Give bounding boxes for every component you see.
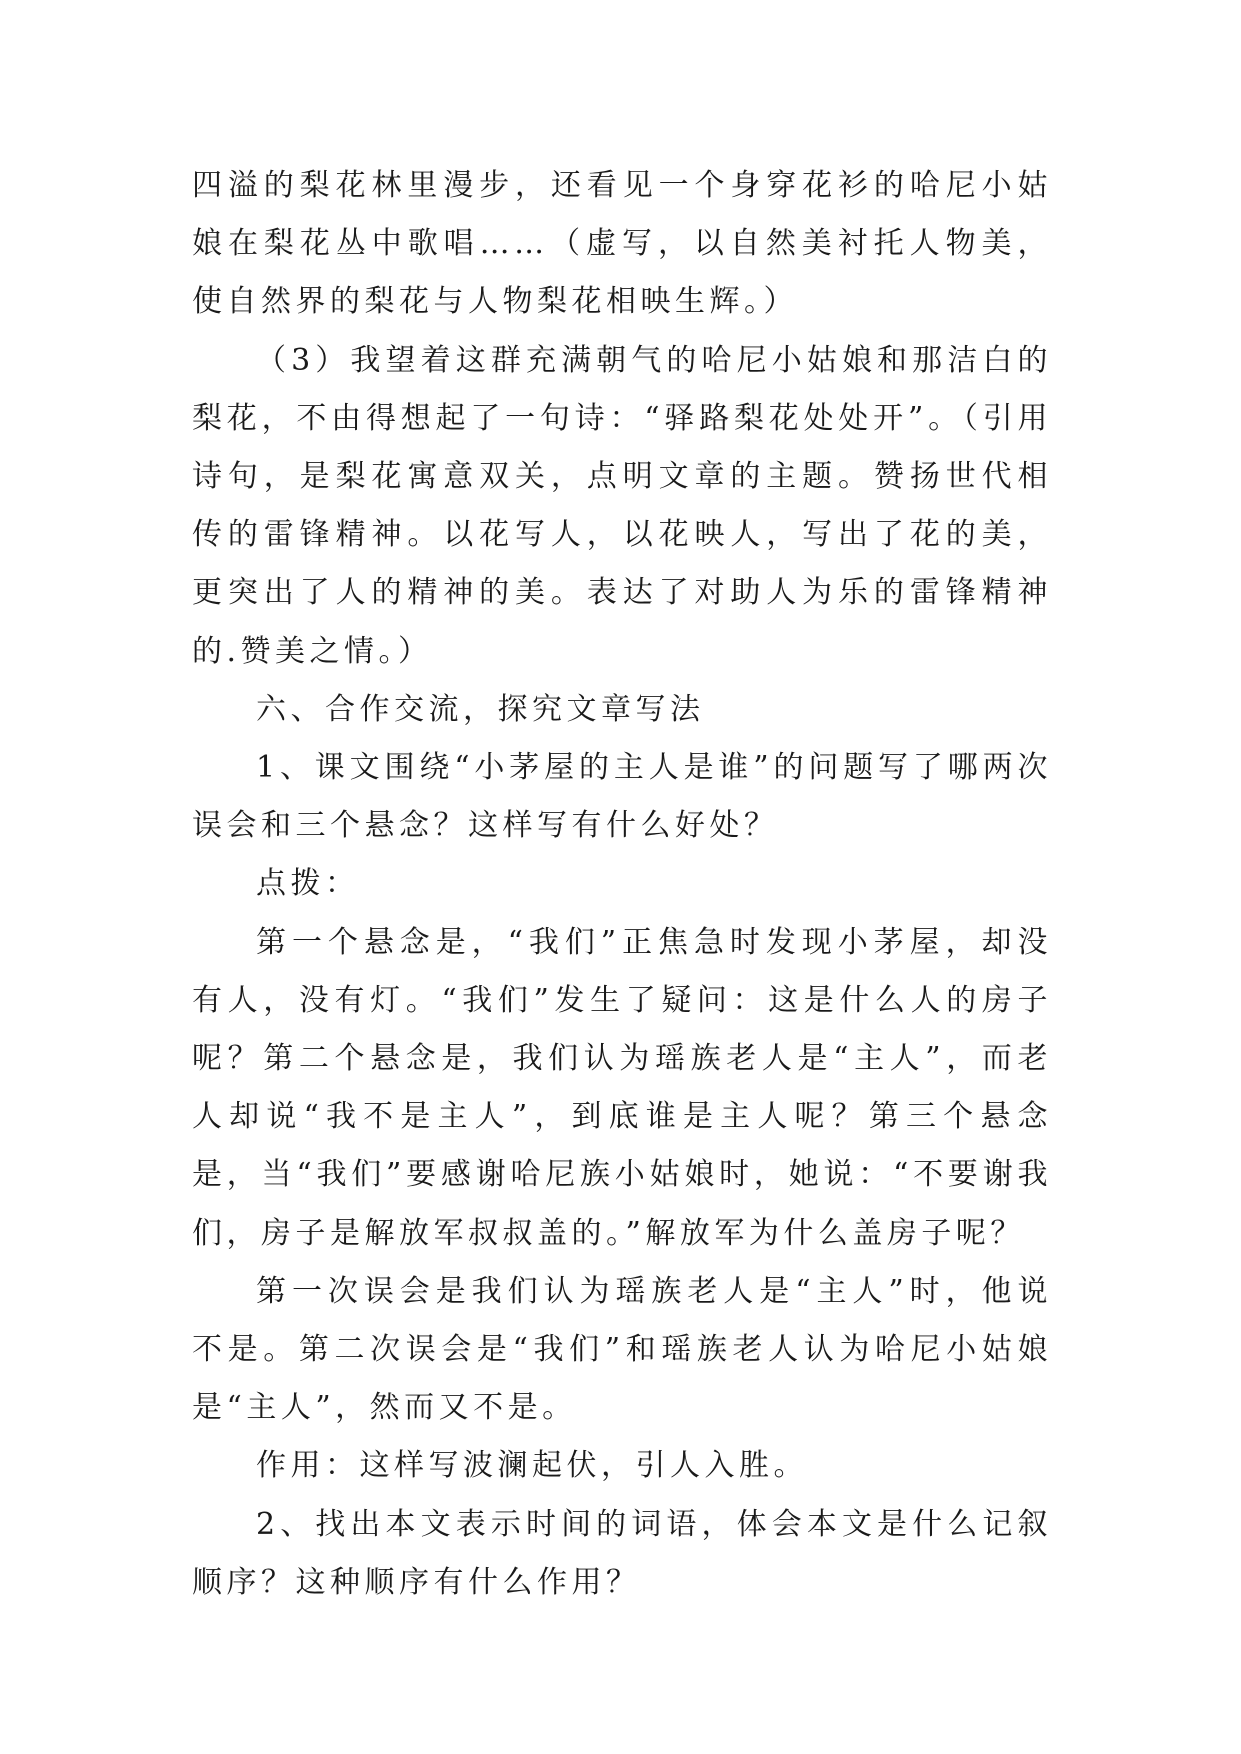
question-2: 2、找出本文表示时间的词语，体会本文是什么记叙顺序？这种顺序有什么作用？ (192, 1506, 1052, 1600)
paragraph-suspense: 第一个悬念是，“我们”正焦急时发现小茅屋，却没有人，没有灯。“我们”发生了疑问：这是什么人的房子呢？第二个悬念是，我们认为瑶族老人是“主人”，而老人却说“我不是主人”，到底谁是主人呢？第三个悬念是，当“我们”要感谢哈尼族小姑娘时，她说：“不要谢我们，房子是解放军叔叔盖的。”解放军为什么盖房子呢？ (192, 924, 1052, 1251)
section-heading-six: 六、合作交流，探究文章写法 (256, 691, 705, 727)
paragraph-misunderstanding: 第一次误会是我们认为瑶族老人是“主人”时，他说不是。第二次误会是“我们”和瑶族老人认为哈尼小姑娘是“主人”，然而又不是。 (192, 1273, 1052, 1426)
question-1: 1、课文围绕“小茅屋的主人是谁”的问题写了哪两次误会和三个悬念？这样写有什么好处？ (192, 750, 1052, 844)
document-body (192, 157, 1052, 1612)
paragraph-effect: 作用：这样写波澜起伏，引人入胜。 (256, 1448, 808, 1484)
paragraph-continuation: 四溢的梨花林里漫步，还看见一个身穿花衫的哈尼小姑娘在梨花丛中歌唱……（虚写，以自然美衬托人物美，使自然界的梨花与人物梨花相映生辉。） (192, 168, 1052, 320)
hint-label: 点拨： (256, 866, 360, 902)
paragraph-item-3: （3）我望着这群充满朝气的哈尼小姑娘和那洁白的梨花，不由得想起了一句诗：“驿路梨花处处开”。（引用诗句，是梨花寓意双关，点明文章的主题。赞扬世代相传的雷锋精神。以花写人，以花映人，写出了花的美，更突出了人的精神的美。表达了对助人为乐的雷锋精神的.赞美之情。） (192, 342, 1052, 669)
